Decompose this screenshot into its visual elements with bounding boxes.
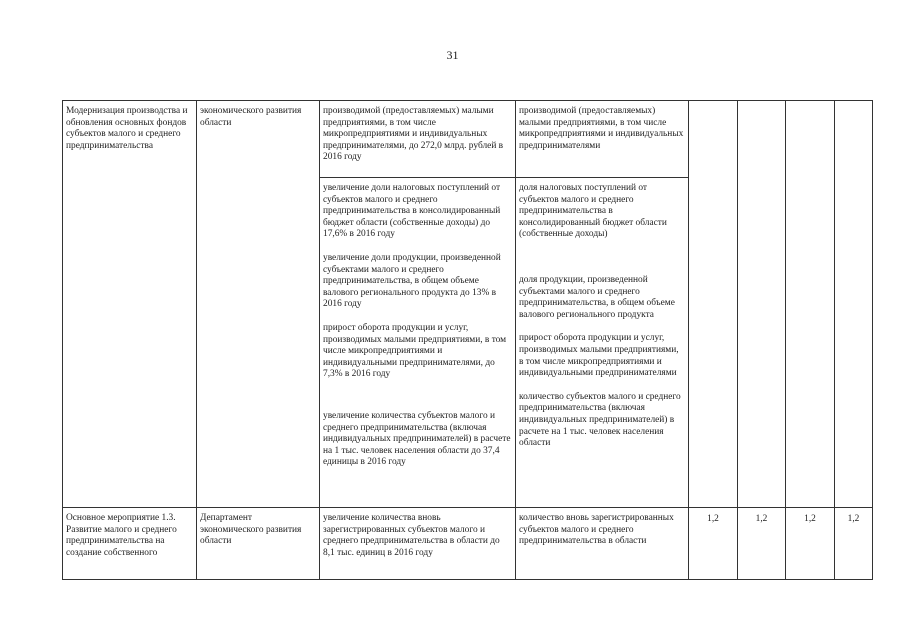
measure-cell [63,508,197,580]
result-text: производимой (предоставляемых) малыми предприятиями, в том числе микропредприятиями и индивидуальных предпринимателями, до 272,0 млрд. рублей в 2016 году [323,106,504,163]
indicator-cell [516,508,689,580]
value-text: 1,2 [847,514,860,524]
result-text: прирост оборота продукции и услуг, производимых малыми предприятиями, в том числе микропредприятиями и индивидуальными предпринимателями, до 7,3% в 2016 году [323,322,507,380]
measure-text: Основное мероприятие 1.3. Развитие малого и среднего предпринимательства на создание собственного [66,513,177,558]
value-cell [835,101,873,508]
result-text: увеличение доли продукции, произведенной субъектами малого и среднего предпринимательства, в общем объеме валового регионального продукта до 13% в 2016 году [323,252,501,310]
value-cell [738,101,786,508]
value-text: 1,2 [804,514,816,524]
value-text: 1,2 [755,514,768,524]
value-cell [738,508,786,580]
result-text: увеличение количества вновь зарегистрированных субъектов малого и среднего предпринимательства в области до 8,1 тыс. единиц в 2016 году [323,513,500,558]
executor-text: Департамент экономического развития области [200,513,302,547]
indicator-text: доля продукции, произведенной субъектами малого и среднего предпринимательства, в общем объеме валового регионального продукта [519,274,675,320]
indicator-text: прирост оборота продукции и услуг, производимых малыми предприятиями, в том числе микропредприятиями и индивидуальными предпринимателями [519,333,679,379]
executor-text: экономического развития области [200,106,302,128]
executor-cell [197,101,320,508]
result-cell [320,508,516,580]
result-text: увеличение доли налоговых поступлений от субъектов малого и среднего предпринимательства в консолидированный бюджет области (собственные доходы) до 17,6% в 2016 году [323,183,501,240]
result-cell [320,178,516,508]
value-cell [786,101,835,508]
table-row [63,101,873,178]
executor-cell [197,508,320,580]
measure-text: Модернизация производства и обновления основных фондов субъектов малого и среднего предпринимательства [66,106,188,151]
indicator-cell [516,178,689,508]
measure-cell [63,101,197,508]
indicator-text: количество вновь зарегистрированных субъектов малого и среднего предпринимательства в области [519,513,674,547]
value-text: 1,2 [707,514,719,524]
indicator-text: доля налоговых поступлений от субъектов малого и среднего предпринимательства в консолидированный бюджет области (собственные доходы) [519,183,667,240]
indicator-cell [516,101,689,178]
page-number: 31 [446,48,459,62]
indicator-text: производимой (предоставляемых) малыми предприятиями, в том числе микропредприятиями и индивидуальных предпринимателями [519,106,684,151]
value-cell [689,101,738,508]
value-cell [835,508,873,580]
table-row [63,508,873,580]
result-cell [320,101,516,178]
value-cell [689,508,738,580]
program-measures-table [62,100,872,579]
value-cell [786,508,835,580]
indicator-text: количество субъектов малого и среднего предпринимательства (включая индивидуальных предпринимателей) в расчете на 1 тыс. человек населения области [519,391,681,449]
result-text: увеличение количества субъектов малого и среднего предпринимательства (включая индивидуальных предпринимателей) в расчете на 1 тыс. человек населения области до 37,4 единицы в 2016 году [323,410,511,468]
